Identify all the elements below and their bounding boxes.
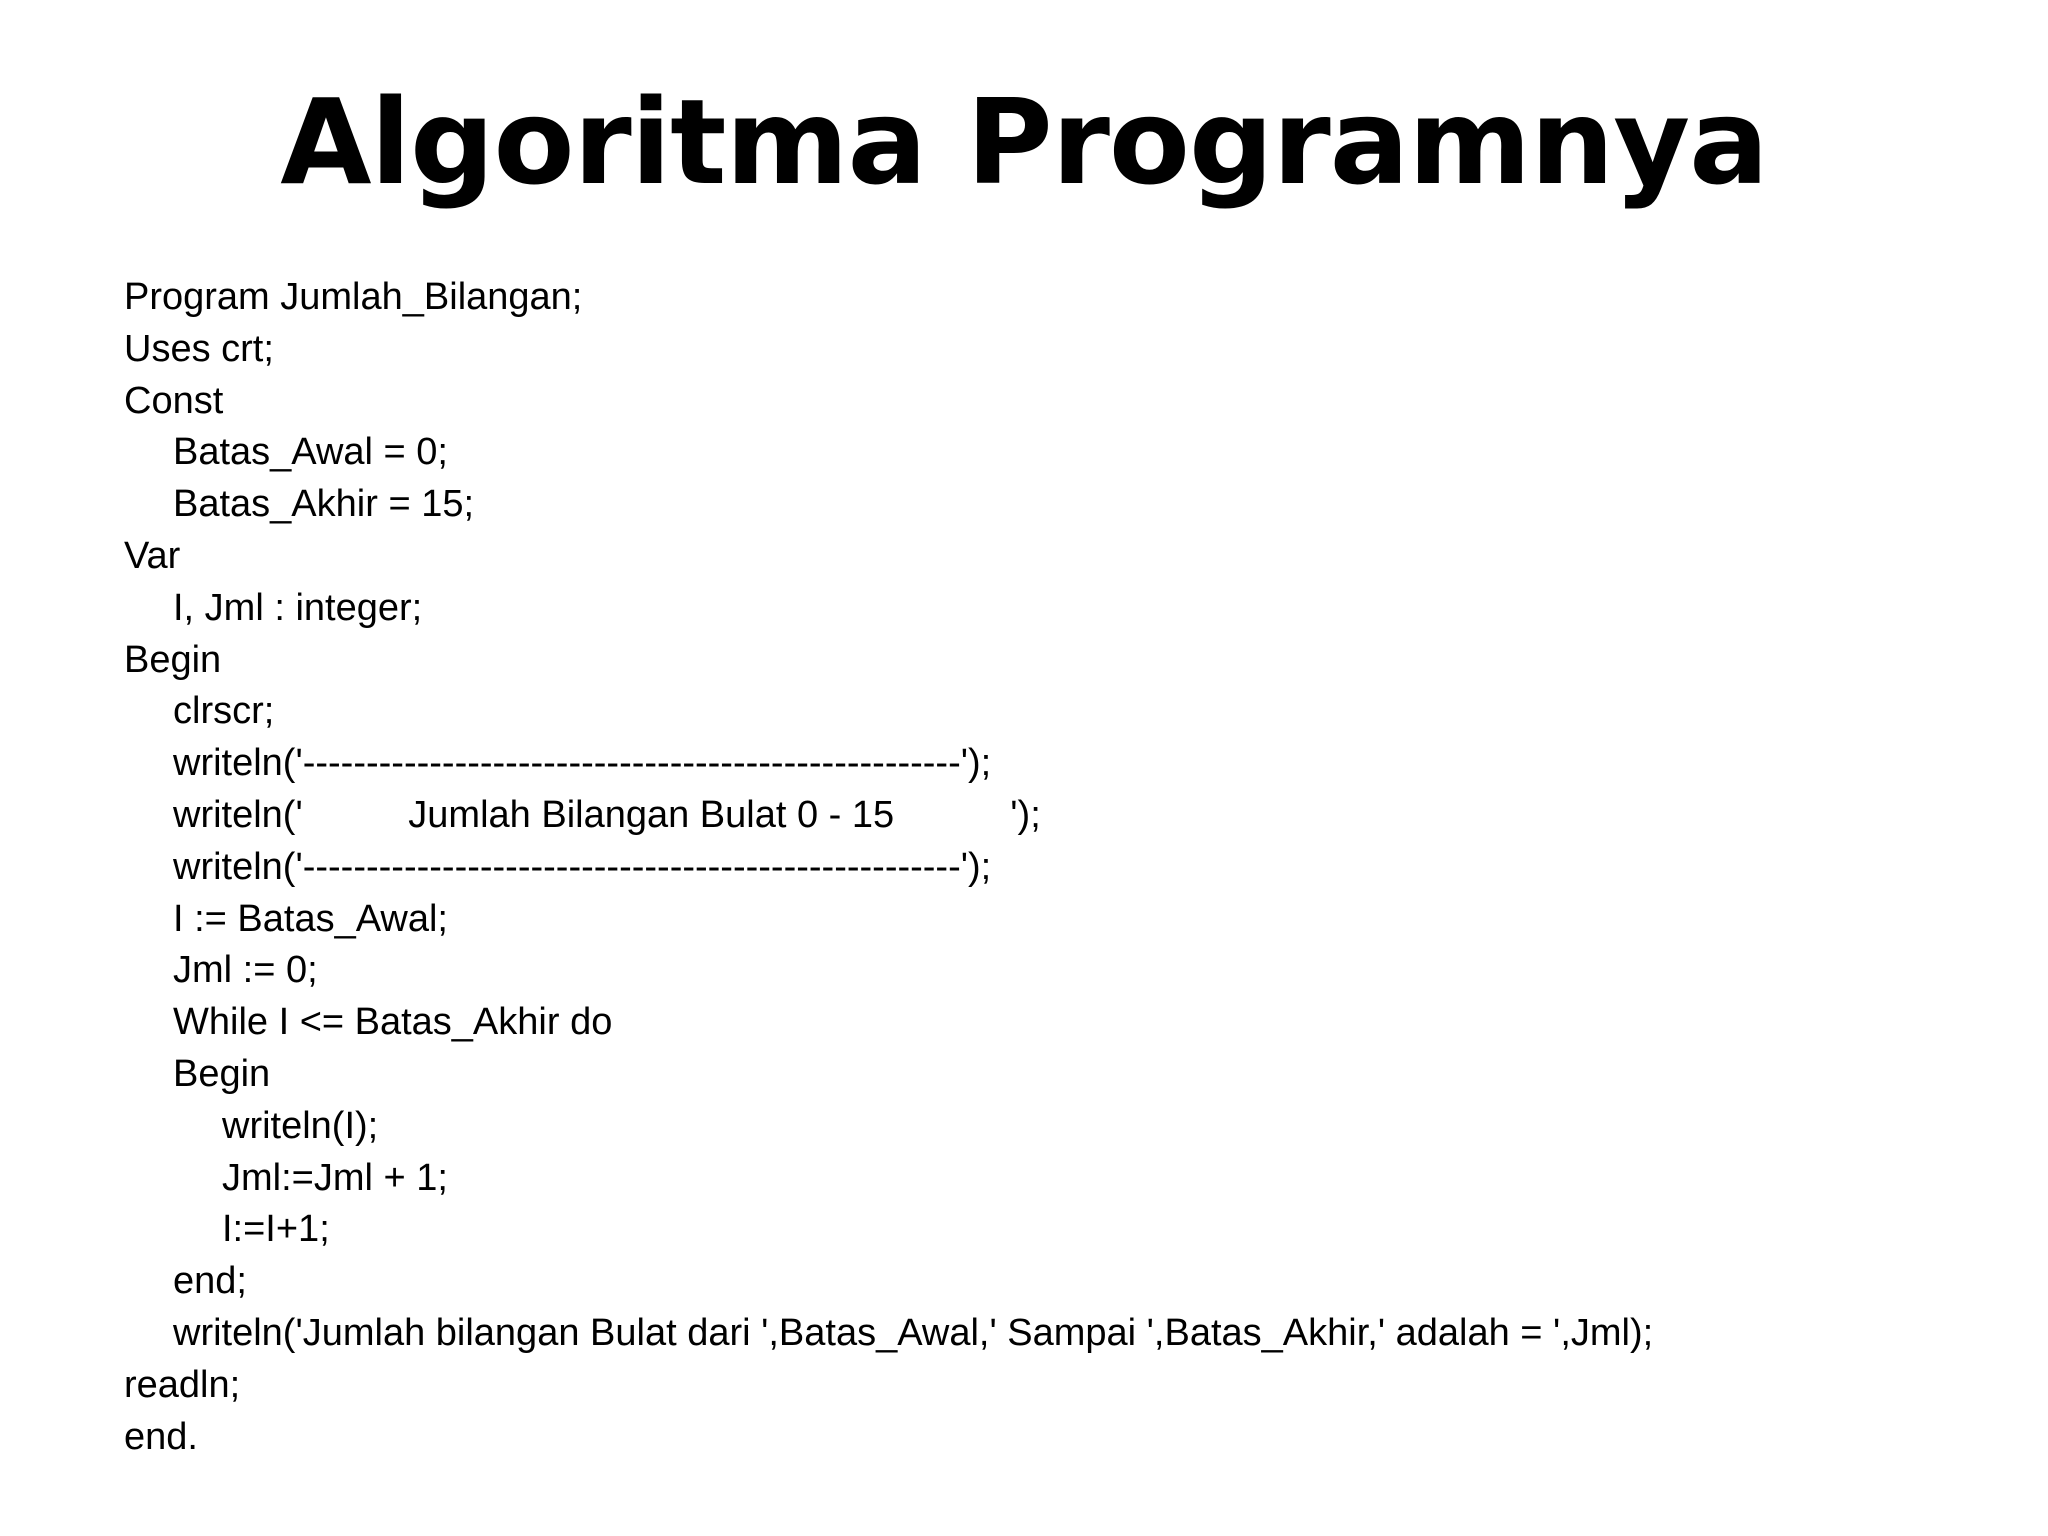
code-line: Jml := 0; [173,949,318,992]
code-line: Begin [124,638,222,681]
code-line: Program Jumlah_Bilangan; [124,276,583,318]
code-line: I:=I+1; [222,1208,330,1251]
code-line: I := Batas_Awal; [173,897,448,940]
code-line: Begin [173,1052,271,1095]
code-listing [124,272,2004,1463]
code-line: end. [124,1415,198,1458]
code-line: end; [173,1260,247,1303]
code-line: Jml:=Jml + 1; [222,1156,448,1199]
code-line: Const [124,379,224,422]
code-line: Batas_Awal = 0; [173,431,448,474]
code-line: writeln(' Jumlah Bilangan Bulat 0 - 15 '); [173,793,1041,836]
code-line: Batas_Akhir = 15; [173,483,475,526]
code-line: writeln('Jumlah bilangan Bulat dari ',Batas_Awal,' Sampai ',Batas_Akhir,' adalah = ',Jml); [173,1311,1654,1354]
code-line: readln; [124,1363,241,1406]
code-line: Uses crt; [124,327,274,370]
code-line: writeln('----------------------------------------------------'); [173,742,992,785]
code-line: While I <= Batas_Akhir do [173,1001,613,1044]
code-line: clrscr; [173,690,275,733]
code-line: writeln(I); [222,1104,379,1147]
slide-title: Algoritma Programnya [280,73,1768,211]
code-line: writeln('----------------------------------------------------'); [173,845,992,888]
code-line: I, Jml : integer; [173,586,423,629]
code-line: Var [124,534,181,577]
